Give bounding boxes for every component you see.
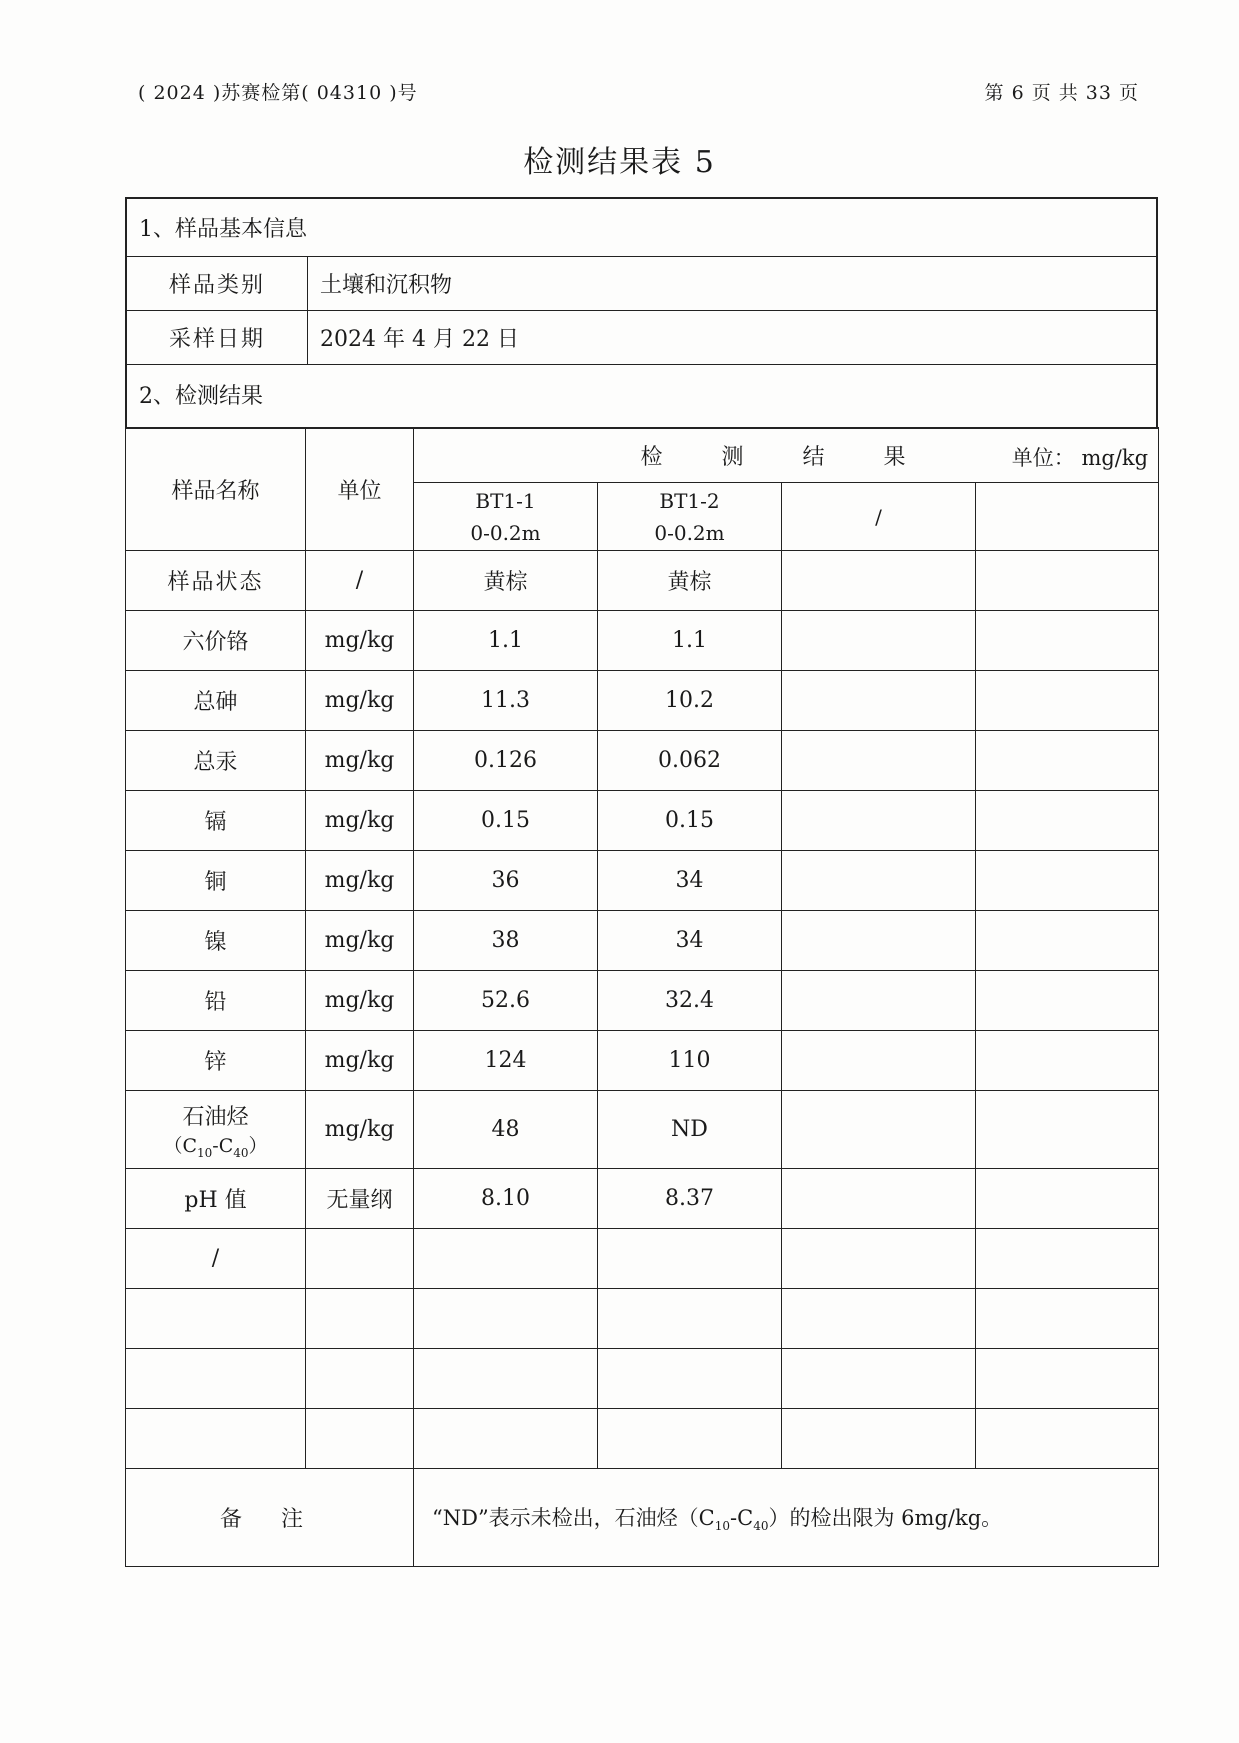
blank-cell: / — [126, 1229, 306, 1289]
result-value — [782, 911, 976, 971]
result-value: 0.062 — [598, 731, 782, 791]
blank-row — [126, 1409, 1159, 1469]
blank-cell — [598, 1229, 782, 1289]
result-value — [782, 791, 976, 851]
table-row — [126, 911, 1159, 971]
analyte-name-line: 石油烃 — [182, 1104, 249, 1130]
blank-cell — [306, 1289, 414, 1349]
blank-cell — [414, 1409, 598, 1469]
result-value — [782, 851, 976, 911]
result-value — [976, 1031, 1159, 1091]
analyte-name: 样品状态 — [126, 551, 306, 611]
remark-part: ）的检出限为 6mg/kg。 — [768, 1505, 1003, 1530]
col-header-sample: 样品名称 — [126, 428, 306, 551]
result-value — [976, 851, 1159, 911]
sample-id: BT1-1 — [475, 488, 536, 513]
analyte-name: 总砷 — [126, 671, 306, 731]
results-table — [125, 427, 1159, 1567]
blank-row — [126, 1289, 1159, 1349]
blank-cell — [782, 1289, 976, 1349]
result-value: 34 — [598, 911, 782, 971]
result-value — [976, 551, 1159, 611]
analyte-unit: 无量纲 — [306, 1169, 414, 1229]
remark-sub: 10 — [714, 1519, 731, 1534]
sample-id-cell — [976, 483, 1159, 551]
result-value: 0.15 — [598, 791, 782, 851]
blank-cell — [976, 1349, 1159, 1409]
result-value: 48 — [414, 1091, 598, 1169]
blank-cell — [126, 1349, 306, 1409]
sample-id-cell — [598, 483, 782, 551]
remark-label: 备 注 — [126, 1469, 414, 1567]
analyte-name: 六价铬 — [126, 611, 306, 671]
result-value: 52.6 — [414, 971, 598, 1031]
analyte-unit: / — [306, 551, 414, 611]
result-value: 黄棕 — [598, 551, 782, 611]
sample-id-cell — [414, 483, 598, 551]
result-value — [976, 911, 1159, 971]
section2-heading: 2、检测结果 — [139, 383, 263, 409]
blank-cell — [306, 1409, 414, 1469]
analyte-unit: mg/kg — [306, 971, 414, 1031]
blank-cell — [126, 1409, 306, 1469]
result-value — [782, 731, 976, 791]
page-number: 第 6 页 共 33 页 — [984, 82, 1139, 104]
info-value: 土壤和沉积物 — [320, 273, 453, 298]
remark-row — [126, 1469, 1159, 1567]
result-value: 10.2 — [598, 671, 782, 731]
remark-text — [414, 1469, 1159, 1567]
result-value: 34 — [598, 851, 782, 911]
result-value — [976, 791, 1159, 851]
formula-part: -C — [212, 1134, 234, 1157]
analyte-name: 镉 — [126, 791, 306, 851]
result-value — [782, 611, 976, 671]
info-row-category — [127, 257, 1156, 311]
result-value: 8.37 — [598, 1169, 782, 1229]
result-value: 110 — [598, 1031, 782, 1091]
analyte-name: 镍 — [126, 911, 306, 971]
blank-cell — [976, 1409, 1159, 1469]
blank-row — [126, 1229, 1159, 1289]
formula-sub: 10 — [197, 1145, 213, 1160]
blank-cell — [782, 1409, 976, 1469]
result-header — [414, 428, 1159, 483]
blank-cell — [976, 1229, 1159, 1289]
analyte-unit: mg/kg — [306, 911, 414, 971]
result-value — [782, 1169, 976, 1229]
table-row — [126, 611, 1159, 671]
analyte-unit: mg/kg — [306, 731, 414, 791]
result-value — [976, 971, 1159, 1031]
result-value: 黄棕 — [414, 551, 598, 611]
result-unit: 单位： mg/kg — [1011, 446, 1149, 470]
result-value: 36 — [414, 851, 598, 911]
result-value — [976, 611, 1159, 671]
blank-cell — [598, 1409, 782, 1469]
blank-cell — [306, 1229, 414, 1289]
analyte-unit: mg/kg — [306, 1031, 414, 1091]
result-value — [782, 671, 976, 731]
analyte-name: 总汞 — [126, 731, 306, 791]
sample-info-block — [125, 197, 1158, 429]
result-value: 32.4 — [598, 971, 782, 1031]
result-value — [782, 1031, 976, 1091]
section1-heading: 1、样品基本信息 — [127, 199, 1156, 257]
result-value: 11.3 — [414, 671, 598, 731]
sample-depth: 0-0.2m — [470, 520, 541, 545]
blank-cell — [414, 1289, 598, 1349]
analyte-unit: mg/kg — [306, 611, 414, 671]
result-value: ND — [598, 1091, 782, 1169]
analyte-name: 铜 — [126, 851, 306, 911]
blank-cell — [414, 1349, 598, 1409]
result-value: 1.1 — [414, 611, 598, 671]
result-value — [782, 1091, 976, 1169]
blank-cell — [306, 1349, 414, 1409]
analyte-name — [126, 1091, 306, 1169]
analyte-formula: $(C_{10}-C_{40})$ — [163, 1134, 268, 1160]
blank-cell — [598, 1349, 782, 1409]
table-row — [126, 1091, 1159, 1169]
sample-id: / — [875, 504, 882, 529]
result-value — [976, 731, 1159, 791]
blank-cell — [126, 1289, 306, 1349]
report-number: ( 2024 )苏赛检第( 04310 )号 — [138, 82, 418, 104]
col-header-unit: 单位 — [306, 428, 414, 551]
result-value — [782, 551, 976, 611]
result-value: 1.1 — [598, 611, 782, 671]
blank-row — [126, 1349, 1159, 1409]
info-label: 采样日期 — [127, 311, 308, 364]
analyte-unit: mg/kg — [306, 1091, 414, 1169]
result-caption: 检 测 结 果 — [640, 444, 932, 470]
analyte-unit: mg/kg — [306, 671, 414, 731]
table-row — [126, 971, 1159, 1031]
sample-depth: 0-0.2m — [654, 520, 725, 545]
result-value: 0.126 — [414, 731, 598, 791]
result-value: 38 — [414, 911, 598, 971]
blank-cell — [598, 1289, 782, 1349]
table-row — [126, 1031, 1159, 1091]
info-value: 2024 年 4 月 22 日 — [320, 327, 519, 352]
blank-cell — [782, 1229, 976, 1289]
table-row — [126, 671, 1159, 731]
result-value — [976, 1091, 1159, 1169]
blank-cell — [414, 1229, 598, 1289]
analyte-unit: mg/kg — [306, 791, 414, 851]
result-value — [782, 971, 976, 1031]
analyte-name: 铅 — [126, 971, 306, 1031]
formula-part: C — [182, 1134, 197, 1157]
table-row — [126, 851, 1159, 911]
result-value: 0.15 — [414, 791, 598, 851]
formula-sub: 40 — [233, 1145, 249, 1160]
remark-part: -C — [730, 1505, 754, 1530]
table-row — [126, 551, 1159, 611]
remark-part: “ND”表示未检出，石油烃（C — [432, 1505, 715, 1530]
info-label: 样品类别 — [127, 257, 308, 310]
analyte-name: pH 值 — [126, 1169, 306, 1229]
table-row — [126, 1169, 1159, 1229]
page-title: 检测结果表 5 — [523, 145, 716, 180]
analyte-unit: mg/kg — [306, 851, 414, 911]
table-row — [126, 791, 1159, 851]
result-value: 8.10 — [414, 1169, 598, 1229]
remark-sub: 40 — [753, 1519, 769, 1534]
analyte-name: 锌 — [126, 1031, 306, 1091]
table-row — [126, 731, 1159, 791]
result-value — [976, 1169, 1159, 1229]
result-value — [976, 671, 1159, 731]
blank-cell — [976, 1289, 1159, 1349]
table-header-row — [126, 428, 1159, 483]
sample-id: BT1-2 — [659, 488, 720, 513]
info-row-date — [127, 311, 1156, 365]
sample-id-cell — [782, 483, 976, 551]
blank-cell — [782, 1349, 976, 1409]
result-value: 124 — [414, 1031, 598, 1091]
